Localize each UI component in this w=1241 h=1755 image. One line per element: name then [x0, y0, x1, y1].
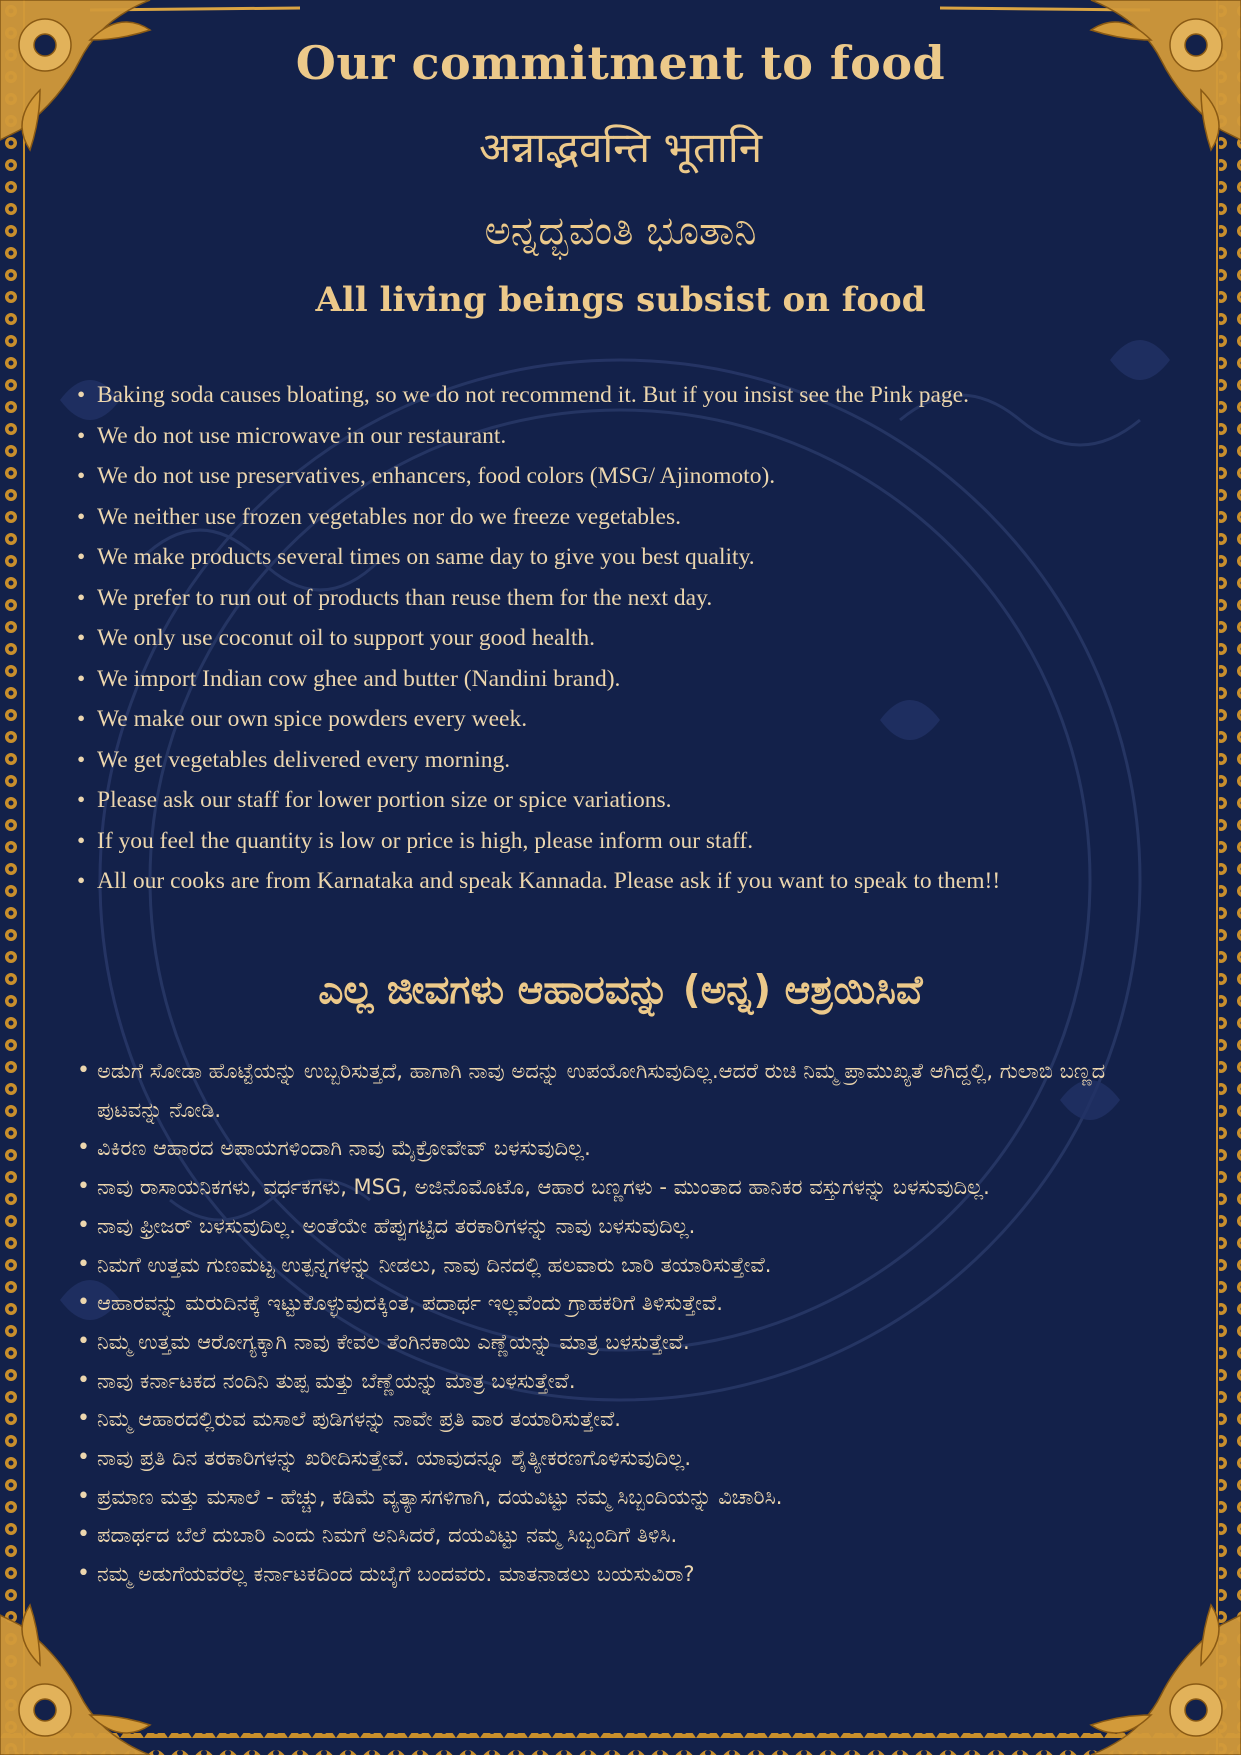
bullet-icon: • — [77, 1367, 90, 1393]
list-item-text: ನಾವು ರಾಸಾಯನಿಕಗಳು, ವರ್ಧಕಗಳು, MSG, ಅಜಿನೊಮೊಟೊ, ಆಹಾರ ಬಣ್ಣಗಳು - ಮುಂತಾದ ಹಾನಿಕರ ವಸ್ತುಗಳನ್ನು ಬಳಸುವುದಿಲ್ಲ. — [97, 1175, 990, 1200]
list-item-text: ನಿಮಗೆ ಉತ್ತಮ ಗುಣಮಟ್ಟ ಉತ್ಪನ್ನಗಳನ್ನು ನೀಡಲು, ನಾವು ದಿನದಲ್ಲಿ ಹಲವಾರು ಬಾರಿ ತಯಾರಿಸುತ್ತೇವೆ. — [97, 1252, 772, 1277]
list-item-text: All our cooks are from Karnataka and speak Kannada. Please ask if you want to speak to them!! — [97, 868, 1001, 894]
list-item-text: We neither use frozen vegetables nor do we freeze vegetables. — [97, 503, 682, 530]
list-item — [77, 380, 1000, 421]
list-item — [77, 826, 1000, 867]
list-item — [77, 785, 1000, 826]
english-commitment-list — [77, 380, 1001, 907]
list-item — [77, 1284, 1137, 1323]
list-item — [77, 1246, 1137, 1285]
bullet-icon: • — [77, 1522, 90, 1548]
list-item-text: Please ask our staff for lower portion size or spice variations. — [97, 787, 672, 813]
bullet-icon: • — [77, 1561, 90, 1587]
bullet-icon: • — [77, 1328, 90, 1354]
bullet-icon: • — [77, 1135, 90, 1161]
bullet-icon: • — [77, 1174, 90, 1200]
list-item — [77, 866, 1001, 907]
list-item-text: ಪದಾರ್ಥದ ಬೆಲೆ ದುಬಾರಿ ಎಂದು ನಿಮಗೆ ಅನಿಸಿದರೆ, ದಯವಿಟ್ಟು ನಮ್ಮ ಸಿಬ್ಬಂದಿಗೆ ತಿಳಿಸಿ. — [97, 1523, 678, 1548]
list-item — [77, 542, 1000, 583]
list-item — [77, 1168, 1137, 1207]
bullet-icon: • — [77, 665, 86, 692]
bullet-icon: • — [77, 706, 86, 732]
list-item — [77, 421, 1000, 462]
sanskrit-title: अन्नाद्भवन्ति भूतानि — [478, 123, 763, 172]
list-item-text: ನಾವು ಪ್ರತಿ ದಿನ ತರಕಾರಿಗಳನ್ನು ಖರೀದಿಸುತ್ತೇವೆ. ಯಾವುದನ್ನೂ ಶೈತ್ಯೀಕರಣಗೊಳಿಸುವುದಿಲ್ಲ. — [97, 1446, 692, 1471]
list-item-text: We get vegetables delivered every morning. — [97, 746, 511, 773]
bullet-icon: • — [77, 584, 86, 611]
english-subtitle: All living beings subsist on food — [315, 280, 926, 320]
bullet-icon: • — [77, 1058, 90, 1083]
page-title: Our commitment to food — [295, 36, 946, 90]
bullet-icon: • — [77, 503, 86, 530]
list-item — [77, 745, 1000, 786]
list-item — [77, 502, 1000, 543]
list-item-text: We make our own spice powders every week. — [97, 706, 528, 732]
list-item — [77, 583, 1000, 624]
list-item-text: ನಮ್ಮ ಅಡುಗೆಯವರೆಲ್ಲ ಕರ್ನಾಟಕದಿಂದ ದುಬೈಗೆ ಬಂದವರು. ಮಾತನಾಡಲು ಬಯಸುವಿರಾ? — [97, 1562, 695, 1587]
bullet-icon: • — [77, 1251, 90, 1277]
list-item-text: We import Indian cow ghee and butter (Nandini brand). — [97, 665, 621, 692]
list-item-text: If you feel the quantity is low or price is high, please inform our staff. — [97, 827, 754, 854]
bullet-icon: • — [77, 1212, 90, 1238]
list-item — [77, 1555, 1137, 1594]
list-item-text: ಪ್ರಮಾಣ ಮತ್ತು ಮಸಾಲೆ - ಹೆಚ್ಚು, ಕಡಿಮೆ ವ್ಯತ್ಯಾಸಗಳಿಗಾಗಿ, ದಯವಿಟ್ಟು ನಮ್ಮ ಸಿಬ್ಬಂದಿಯನ್ನು ವಿಚಾರಿಸಿ. — [97, 1484, 783, 1509]
bullet-icon: • — [77, 1483, 90, 1509]
list-item-text: Baking soda causes bloating, so we do not recommend it. But if you insist see the Pink page. — [97, 382, 969, 408]
list-item — [77, 1052, 1137, 1129]
list-item — [77, 1478, 1137, 1517]
bullet-icon: • — [77, 1445, 90, 1471]
bullet-icon: • — [77, 422, 86, 449]
list-item — [77, 1323, 1137, 1362]
list-item-text: ನಾವು ಫ್ರೀಜರ್ ಬಳಸುವುದಿಲ್ಲ. ಅಂತೆಯೇ ಹೆಪ್ಪುಗಟ್ಟಿದ ತರಕಾರಿಗಳನ್ನು ನಾವು ಬಳಸುವುದಿಲ್ಲ. — [97, 1213, 696, 1238]
kannada-section-heading: ಎಲ್ಲ ಜೀವಗಳು ಆಹಾರವನ್ನು (ಅನ್ನ) ಆಶ್ರಯಿಸಿವೆ — [318, 968, 923, 1013]
list-item-text: ನಿಮ್ಮ ಉತ್ತಮ ಆರೋಗ್ಯಕ್ಕಾಗಿ ನಾವು ಕೇವಲ ತೆಂಗಿನಕಾಯಿ ಎಣ್ಣೆಯನ್ನು ಮಾತ್ರ ಬಳಸುತ್ತೇವೆ. — [97, 1329, 690, 1354]
list-item — [77, 1362, 1137, 1401]
bullet-icon: • — [77, 1406, 90, 1432]
list-item — [77, 461, 1000, 502]
list-item-text: We only use coconut oil to support your good health. — [97, 625, 596, 651]
list-item — [77, 1129, 1137, 1168]
list-item — [77, 1400, 1137, 1439]
bullet-icon: • — [77, 827, 86, 854]
bullet-icon: • — [77, 746, 86, 773]
list-item — [77, 1439, 1137, 1478]
bullet-icon: • — [77, 1290, 90, 1316]
bullet-icon: • — [77, 787, 86, 813]
list-item-text: ನಿಮ್ಮ ಆಹಾರದಲ್ಲಿರುವ ಮಸಾಲೆ ಪುಡಿಗಳನ್ನು ನಾವೇ ಪ್ರತಿ ವಾರ ತಯಾರಿಸುತ್ತೇವೆ. — [97, 1407, 621, 1432]
list-item-text: ವಿಕಿರಣ ಆಹಾರದ ಅಪಾಯಗಳಿಂದಾಗಿ ನಾವು ಮೈಕ್ರೋವೇವ್ ಬಳಸುವುದಿಲ್ಲ. — [97, 1136, 591, 1161]
list-item — [77, 704, 1000, 745]
bullet-icon: • — [77, 625, 86, 651]
bullet-icon: • — [77, 382, 86, 408]
bullet-icon: • — [77, 463, 86, 489]
list-item — [77, 664, 1000, 705]
list-item — [77, 1516, 1137, 1555]
list-item-text: ನಾವು ಕರ್ನಾಟಕದ ನಂದಿನಿ ತುಪ್ಪ ಮತ್ತು ಬೆಣ್ಣೆಯನ್ನು ಮಾತ್ರ ಬಳಸುತ್ತೇವೆ. — [97, 1368, 576, 1393]
kannada-commitment-list — [77, 1052, 1137, 1594]
bullet-icon: • — [77, 544, 86, 570]
bullet-icon: • — [77, 868, 86, 894]
list-item-text: We do not use preservatives, enhancers, food colors (MSG/ Ajinomoto). — [97, 463, 776, 489]
list-item-text: We do not use microwave in our restaurant. — [97, 422, 507, 449]
list-item — [77, 623, 1000, 664]
list-item — [77, 1207, 1137, 1246]
list-item-text: We make products several times on same day to give you best quality. — [97, 544, 755, 570]
list-item-text: ಅಡುಗೆ ಸೋಡಾ ಹೊಟ್ಟೆಯನ್ನು ಉಬ್ಬರಿಸುತ್ತದೆ, ಹಾಗಾಗಿ ನಾವು ಅದನ್ನು ಉಪಯೋಗಿಸುವುದಿಲ್ಲ.ಆದರೆ ರುಚಿ ನಿಮ್ಮ ಪ್ರಾಮುಖ್ಯತೆ ಆಗಿದ್ದಲ್ಲಿ, ಗುಲಾಬಿ ಬಣ್ಣದ ಪುಟವನ್ನು ನೋಡಿ. — [97, 1059, 1106, 1122]
list-item-text: We prefer to run out of products than reuse them for the next day. — [97, 584, 713, 611]
kannada-title: ಅನ್ನದ್ಭವಂತಿ ಭೂತಾನಿ — [484, 208, 757, 254]
list-item-text: ಆಹಾರವನ್ನು ಮರುದಿನಕ್ಕೆ ಇಟ್ಟುಕೊಳ್ಳುವುದಕ್ಕಿಂತ, ಪದಾರ್ಥ ಇಲ್ಲವೆಂದು ಗ್ರಾಹಕರಿಗೆ ತಿಳಿಸುತ್ತೇವೆ. — [97, 1291, 723, 1316]
